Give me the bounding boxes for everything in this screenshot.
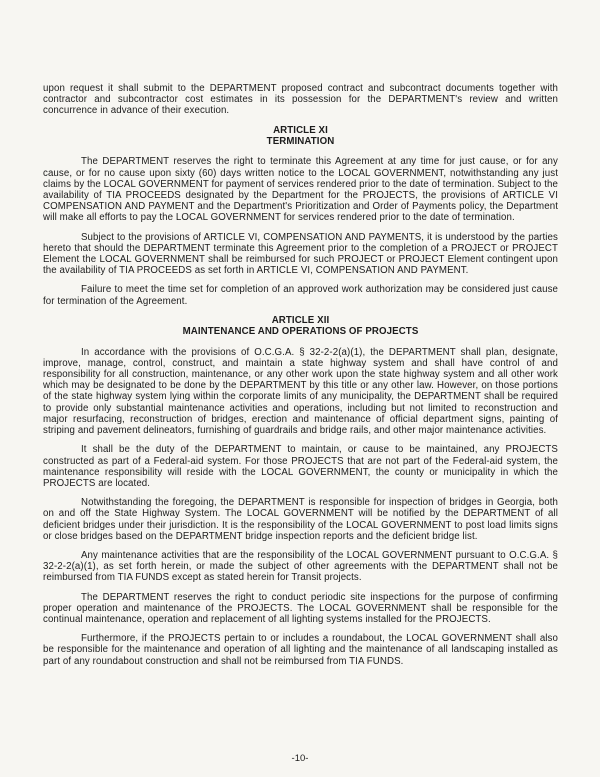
paragraph: Notwithstanding the foregoing, the DEPARTMENT is responsible for inspection of bridges in Georgia, both on and off the State Highway System. The LOCAL GOVERNMENT will be notified by the DEPARTMENT of all deficient bridges under their jurisdiction. It is the responsibility of the LOCAL GOVERNMENT to post load limits signs or close bridges based on the DEPARTMENT bridge inspection reports and the deficient bridge list. <box>43 497 558 542</box>
paragraph: Failure to meet the time set for completion of an approved work authorization may be considered just cause for termination of the Agreement. <box>43 284 558 307</box>
paragraph: In accordance with the provisions of O.C.G.A. § 32-2-2(a)(1), the DEPARTMENT shall plan, designate, improve, manage, control, construct, and maintain a state highway system and shall have control of and responsibility for all construction, maintenance, or any other work upon the state highway system and all other work which may be designated to be done by the DEPARTMENT by this title or any other law. However, on those portions of the state highway system lying within the corporate limits of any municipality, the DEPARTMENT shall be required to provide only substantial maintenance activities and operations, including but not limited to reconstruction and major resurfacing, reconstruction of bridges, erection and maintenance of official department signs, painting of striping and pavement delineators, furnishing of guardrails and bridge rails, and other major maintenance activities. <box>43 346 558 437</box>
paragraph: It shall be the duty of the DEPARTMENT to maintain, or cause to be maintained, any PROJECTS constructed as part of a Federal-aid system. For those PROJECTS that are not part of the Federal-aid system, the maintenance responsibility will reside with the LOCAL GOVERNMENT, the county or municipality in which the PROJECTS are located. <box>43 444 558 489</box>
paragraph-continuation: upon request it shall submit to the DEPARTMENT proposed contract and subcontract documents together with contractor and subcontractor cost estimates in its possession for the DEPARTMENT's review and written concurrence in advance of their execution. <box>43 83 558 117</box>
paragraph: Subject to the provisions of ARTICLE VI, COMPENSATION AND PAYMENTS, it is understood by the parties hereto that should the DEPARTMENT terminate this Agreement prior to the completion of a PROJECT or PROJECT Element the LOCAL GOVERNMENT shall be reimbursed for such PROJECT or PROJECT Element contingent upon the availability of TIA PROCEEDS as set forth in ARTICLE VI, COMPENSATION AND PAYMENT. <box>43 231 558 277</box>
document-body <box>43 83 558 667</box>
article-number: ARTICLE XI <box>273 124 328 136</box>
paragraph: The DEPARTMENT reserves the right to conduct periodic site inspections for the purpose of confirming proper operation and maintenance of the PROJECTS. The LOCAL GOVERNMENT shall be responsible for the continual maintenance, operation and replacement of all lighting systems installed for the PROJECTS. <box>43 591 558 625</box>
article-title: TERMINATION <box>266 136 335 148</box>
page-number: -10- <box>291 753 309 764</box>
article-xii-heading <box>43 315 558 338</box>
article-number: ARTICLE XII <box>271 314 330 326</box>
article-xi-heading <box>43 125 558 148</box>
paragraph: Furthermore, if the PROJECTS pertain to or includes a roundabout, the LOCAL GOVERNMENT shall also be responsible for the maintenance and operation of all lighting and the maintenance of all landscaping installed as part of any roundabout construction and shall not be reimbursed from TIA FUNDS. <box>43 633 558 667</box>
paragraph: Any maintenance activities that are the responsibility of the LOCAL GOVERNMENT pursuant to O.C.G.A. § 32-2-2(a)(1), as set forth herein, or made the subject of other agreements with the DEPARTMENT shall not be reimbursed from TIA FUNDS except as stated herein for Transit projects. <box>43 549 558 584</box>
article-title: MAINTENANCE AND OPERATIONS OF PROJECTS <box>182 326 419 338</box>
paragraph: The DEPARTMENT reserves the right to terminate this Agreement at any time for just cause, or for any cause, or for no cause upon sixty (60) days written notice to the LOCAL GOVERNMENT, notwithstanding any just claims by the LOCAL GOVERNMENT for payment of services rendered prior to the date of termination. Subject to the availability of TIA PROCEEDS designated by the Department for the PROJECTS, the provisions of ARTICLE VI COMPENSATION AND PAYMENT and the Department's Prioritization and Order of Payments policy, the Department will make all efforts to pay the LOCAL GOVERNMENT for services rendered prior to the date of termination. <box>43 156 558 224</box>
